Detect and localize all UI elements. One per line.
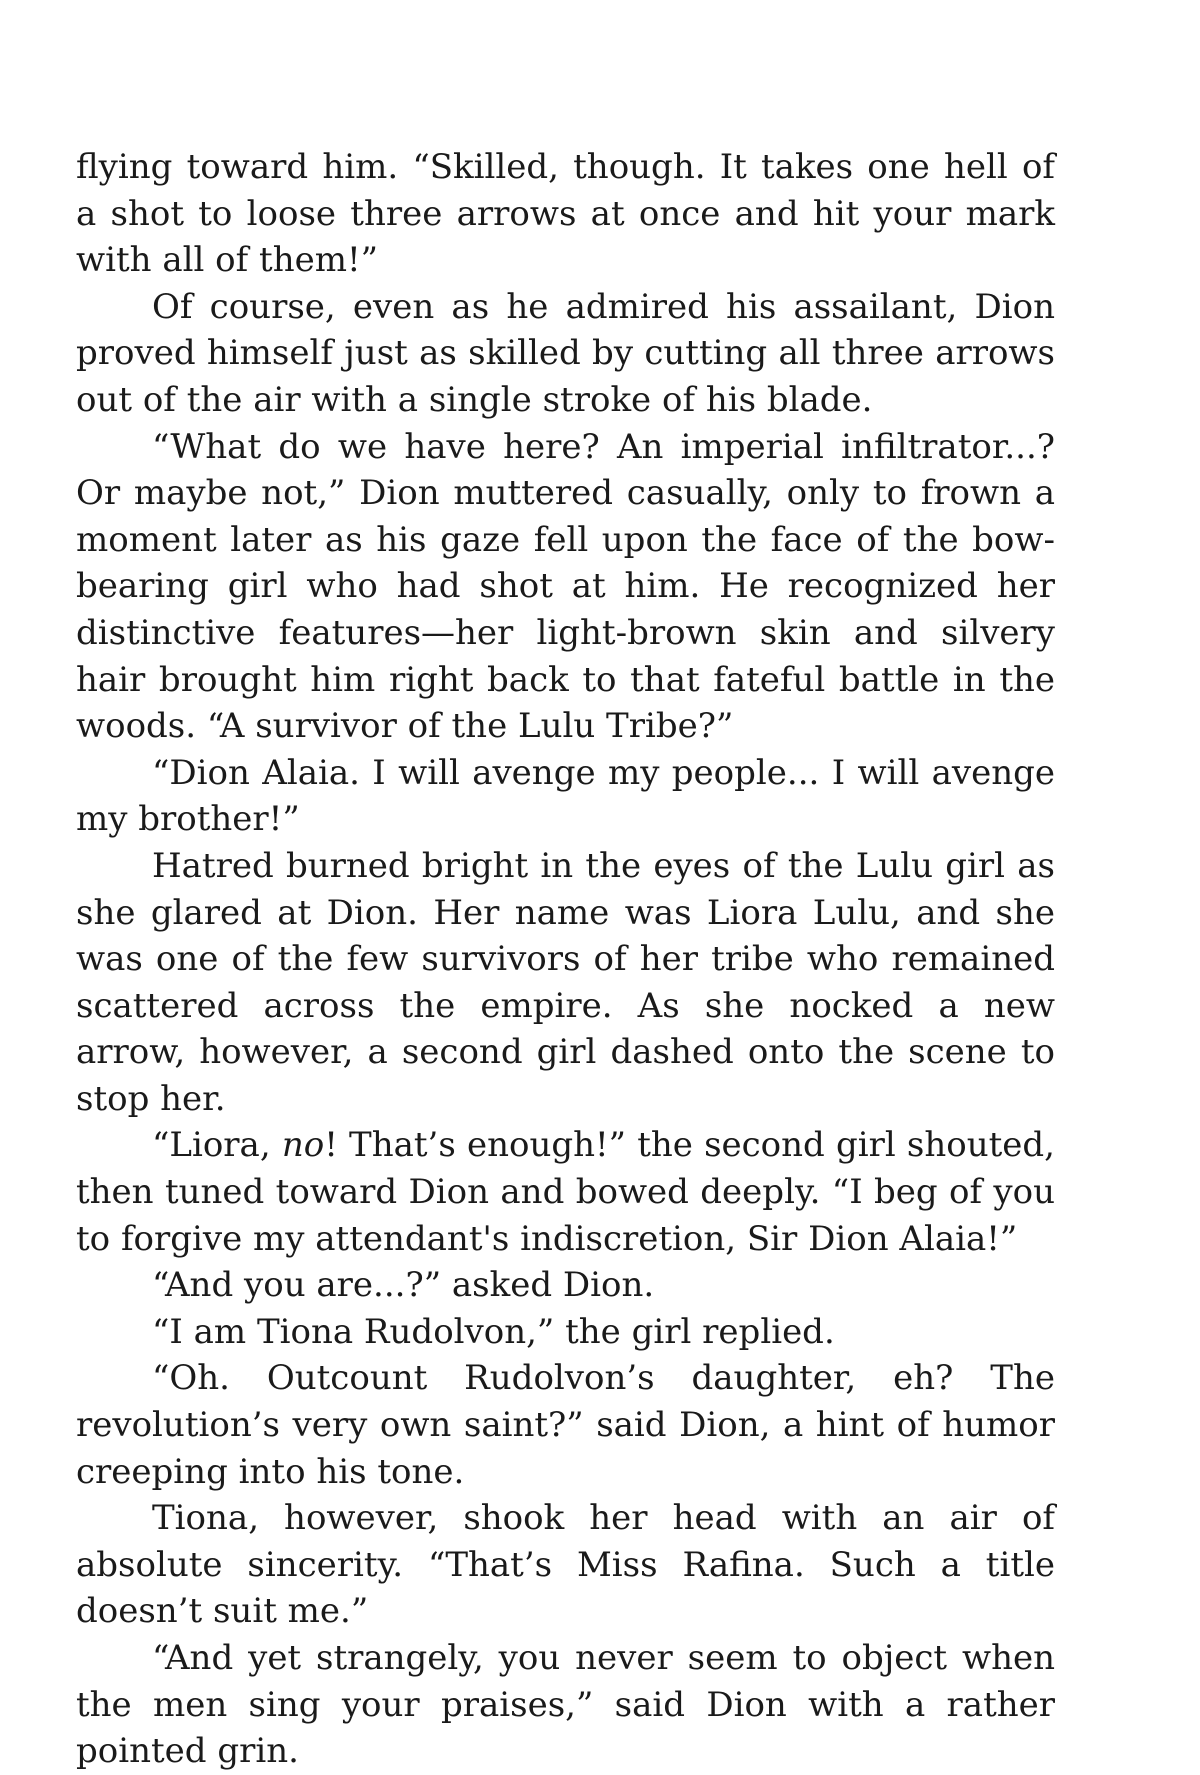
paragraph-4: “Dion Alaia. I will avenge my people... I will avenge my brother!” (76, 752, 1055, 840)
paragraph-11: “And yet strangely, you never seem to object when the men sing your praises,” said Dion with a rather pointed grin. (76, 1638, 1055, 1772)
paragraph-5: Hatred burned bright in the eyes of the Lulu girl as she glared at Dion. Her name was Liora Lulu, and she was one of the few survivors of her tribe who remained scattered across the empire. As she nocked a new arrow, however, a second girl dashed onto the scene to stop her. (76, 845, 1055, 1119)
paragraph-3: “What do we have here? An imperial infiltrator...? Or maybe not,” Dion muttered casually, only to frown a moment later as his gaze fell upon the face of the bow-bearing girl who had shot at him. He recognized her distinctive features—her light-brown skin and silvery hair brought him right back to that fateful battle in the woods. “A survivor of the Lulu Tribe?” (76, 426, 1055, 747)
paragraph-8: “I am Tiona Rudolvon,” the girl replied. (152, 1311, 835, 1352)
paragraph-6-part-1: “Liora, (152, 1125, 282, 1166)
paragraph-6 (76, 1122, 1055, 1262)
paragraph-2: Of course, even as he admired his assailant, Dion proved himself just as skilled by cutting all three arrows out of the air with a single stroke of his blade. (76, 286, 1055, 420)
paragraph-7: “And you are...?” asked Dion. (152, 1265, 655, 1306)
paragraph-10: Tiona, however, shook her head with an air of absolute sincerity. “That’s Miss Rafina. Such a title doesn’t suit me.” (76, 1498, 1055, 1632)
page-body-text (76, 144, 1055, 1775)
paragraph-9: “Oh. Outcount Rudolvon’s daughter, eh? The revolution’s very own saint?” said Dion, a hint of humor creeping into his tone. (76, 1358, 1055, 1492)
paragraph-6-emphasis: no (281, 1125, 325, 1166)
paragraph-6-part-2: ! That’s enough!” the second girl shouted, then tuned toward Dion and bowed deeply. “I beg of you to forgive my attendant's indiscretion, Sir Dion Alaia!” (76, 1125, 1055, 1259)
paragraph-1: flying toward him. “Skilled, though. It takes one hell of a shot to loose three arrows at once and hit your mark with all of them!” (76, 147, 1055, 281)
